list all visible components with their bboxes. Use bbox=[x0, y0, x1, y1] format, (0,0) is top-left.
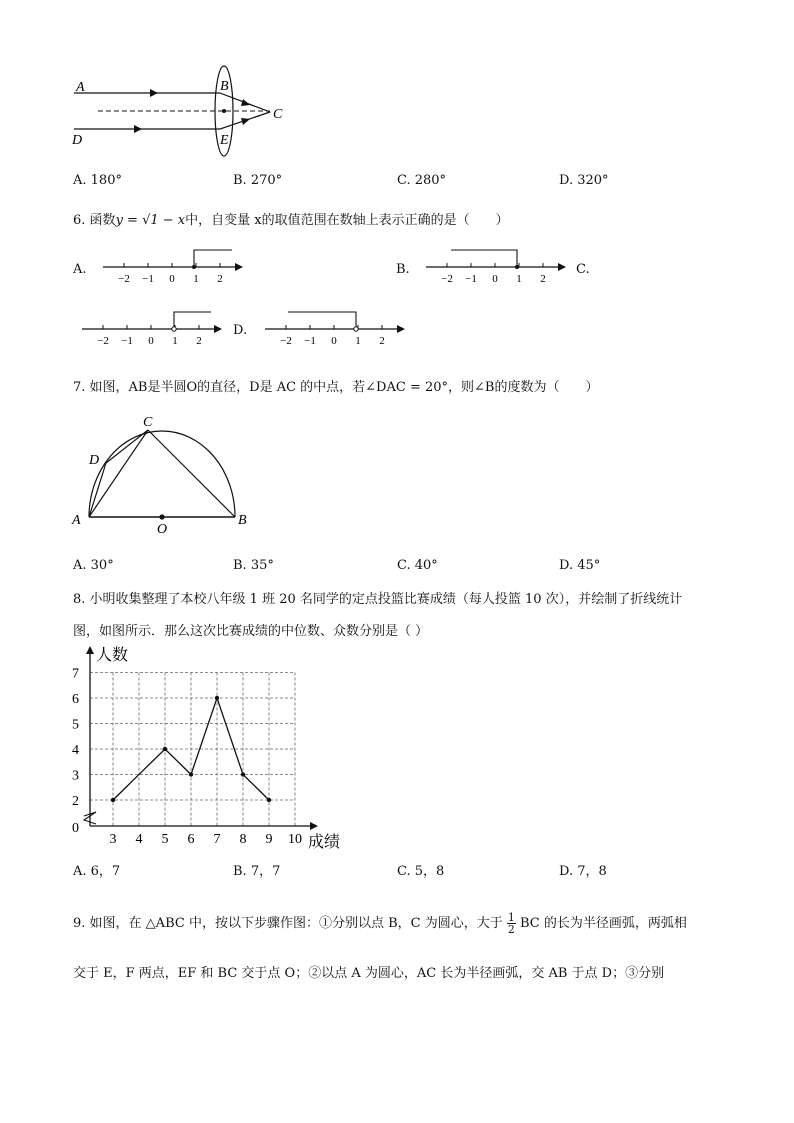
svg-text:1: 1 bbox=[172, 335, 178, 347]
ray-e-c-arrow bbox=[241, 118, 250, 125]
x-tick-label: 3 bbox=[109, 832, 117, 847]
label-d: D bbox=[72, 133, 83, 148]
svg-text:1: 1 bbox=[193, 273, 199, 285]
x-tick-label: 4 bbox=[135, 832, 143, 847]
q6-option-c-label: C. bbox=[576, 262, 590, 277]
q6-number: 6. bbox=[73, 213, 86, 228]
q5-option-c: C. 280° bbox=[397, 173, 447, 188]
chart-grid bbox=[90, 673, 295, 827]
y-tick-label: 2 bbox=[72, 794, 79, 809]
svg-text:0: 0 bbox=[148, 335, 154, 347]
q5-option-b: B. 270° bbox=[233, 173, 283, 188]
ray-a-arrow bbox=[150, 89, 158, 97]
label-e: E bbox=[220, 133, 229, 148]
svg-text:2: 2 bbox=[196, 335, 202, 347]
chart-tick-labels bbox=[72, 667, 302, 848]
q6-numberline-d bbox=[262, 308, 412, 348]
data-point bbox=[163, 747, 167, 751]
y-tick-label: 6 bbox=[72, 692, 79, 707]
q7-option-b: B. 35° bbox=[233, 558, 274, 573]
svg-text:−2: −2 bbox=[118, 273, 130, 285]
q7-question bbox=[73, 376, 598, 395]
q6-option-b-label: B. bbox=[396, 262, 410, 277]
label-o: O bbox=[157, 522, 168, 537]
svg-text:1: 1 bbox=[355, 335, 361, 347]
svg-text:2: 2 bbox=[379, 335, 385, 347]
y-tick-label: 3 bbox=[72, 768, 79, 784]
label-b: B bbox=[220, 79, 229, 94]
q6-question bbox=[73, 209, 509, 228]
data-point bbox=[241, 772, 245, 776]
chord-dc bbox=[106, 430, 148, 463]
label-b: B bbox=[238, 513, 247, 528]
q5-option-d: D. 320° bbox=[559, 173, 609, 188]
chord-ac bbox=[89, 430, 148, 517]
q8-option-a: A. 6，7 bbox=[73, 864, 121, 879]
svg-text:−2: −2 bbox=[280, 335, 292, 347]
chord-ad bbox=[89, 463, 106, 517]
q9-line1 bbox=[73, 912, 687, 935]
label-a: A bbox=[72, 513, 81, 528]
center-o-dot bbox=[159, 514, 164, 519]
q6-option-a-label: A. bbox=[73, 262, 87, 277]
q6-numberline-b bbox=[423, 246, 573, 286]
y-tick-label: 0 bbox=[72, 821, 79, 836]
q7-semicircle-figure bbox=[66, 408, 266, 538]
label-d: D bbox=[89, 453, 100, 468]
x-tick-label: 9 bbox=[265, 832, 273, 847]
q9-fraction: $\frac{1}{2}$ bbox=[507, 911, 515, 936]
svg-text:1: 1 bbox=[516, 273, 522, 285]
q8-option-d: D. 7，8 bbox=[559, 864, 607, 879]
q8-line-chart bbox=[60, 640, 360, 855]
x-tick-label: 7 bbox=[213, 832, 221, 847]
chart-x-axis-label: 成绩 bbox=[308, 834, 341, 851]
data-point bbox=[215, 696, 219, 700]
svg-text:2: 2 bbox=[540, 273, 546, 285]
q8-text-line2: 图，如图所示．那么这次比赛成绩的中位数、众数分别是（ ） bbox=[73, 624, 429, 639]
ray-b-c-arrow bbox=[241, 99, 250, 106]
q7-number: 7. bbox=[73, 380, 86, 395]
svg-text:−1: −1 bbox=[121, 335, 133, 347]
q8-line1 bbox=[73, 588, 682, 607]
chart-y-axis-label: 人数 bbox=[96, 647, 129, 664]
x-tick-label: 10 bbox=[288, 832, 302, 847]
q6-text-post: 中，自变量 x的取值范围在数轴上表示正确的是（ ） bbox=[185, 213, 509, 228]
svg-text:0: 0 bbox=[331, 335, 337, 347]
q5-option-a: A. 180° bbox=[73, 173, 122, 188]
x-tick-label: 5 bbox=[161, 832, 169, 847]
svg-text:2: 2 bbox=[217, 273, 223, 285]
q6-function: y = √1 − x bbox=[115, 213, 186, 228]
data-point bbox=[189, 772, 193, 776]
label-c: C bbox=[143, 415, 153, 430]
y-tick-label: 7 bbox=[72, 666, 79, 682]
q9-text-line2: 交于 E，F 两点，EF 和 BC 交于点 O；②以点 A 为圆心，AC 长为半径画弧，交 AB 于点 D；③分别 bbox=[73, 966, 665, 981]
q8-number: 8. bbox=[73, 592, 86, 607]
svg-text:−1: −1 bbox=[304, 335, 316, 347]
lens-figure bbox=[60, 60, 300, 160]
chart-axes bbox=[84, 646, 318, 830]
lens-center-dot bbox=[222, 109, 226, 113]
label-a: A bbox=[76, 80, 85, 95]
y-axis-arrow bbox=[86, 646, 94, 654]
q9-text-line1a: 如图，在 △ABC 中，按以下步骤作图：①分别以点 B，C 为圆心，大于 bbox=[89, 916, 503, 931]
svg-text:−2: −2 bbox=[97, 335, 109, 347]
svg-text:−1: −1 bbox=[142, 273, 154, 285]
q7-option-a: A. 30° bbox=[73, 558, 114, 573]
svg-text:0: 0 bbox=[169, 273, 175, 285]
y-tick-label: 4 bbox=[72, 743, 79, 758]
data-point bbox=[111, 798, 115, 802]
x-axis-arrow bbox=[310, 822, 318, 830]
q6-numberline-c bbox=[79, 308, 229, 348]
x-tick-label: 8 bbox=[239, 832, 247, 847]
q8-option-b: B. 7，7 bbox=[233, 864, 281, 879]
svg-text:0: 0 bbox=[492, 273, 498, 285]
q6-text-pre: 函数 bbox=[89, 213, 116, 228]
q9-text-line1b: BC 的长为半径画弧，两弧相 bbox=[520, 916, 687, 931]
q8-option-c: C. 5，8 bbox=[397, 864, 445, 879]
label-c: C bbox=[273, 107, 283, 122]
q7-option-d: D. 45° bbox=[559, 558, 601, 573]
q8-text-line1: 小明收集整理了本校八年级 1 班 20 名同学的定点投篮比赛成绩（每人投篮 10 次），并绘制了折线统计 bbox=[89, 592, 683, 607]
q6-option-d-label: D. bbox=[233, 323, 248, 338]
svg-text:−1: −1 bbox=[465, 273, 477, 285]
y-tick-label: 5 bbox=[72, 717, 79, 733]
data-point bbox=[267, 798, 271, 802]
q7-text: 如图，AB是半圆O的直径，D是 AC 的中点，若∠DAC = 20°，则∠B的度数为（ ） bbox=[89, 380, 599, 395]
svg-text:−2: −2 bbox=[441, 273, 453, 285]
q6-numberline-a bbox=[100, 246, 250, 286]
chord-cb bbox=[148, 430, 235, 517]
q7-option-c: C. 40° bbox=[397, 558, 438, 573]
ray-d-arrow bbox=[134, 125, 142, 133]
x-tick-label: 6 bbox=[187, 832, 195, 847]
q9-number: 9. bbox=[73, 916, 86, 931]
